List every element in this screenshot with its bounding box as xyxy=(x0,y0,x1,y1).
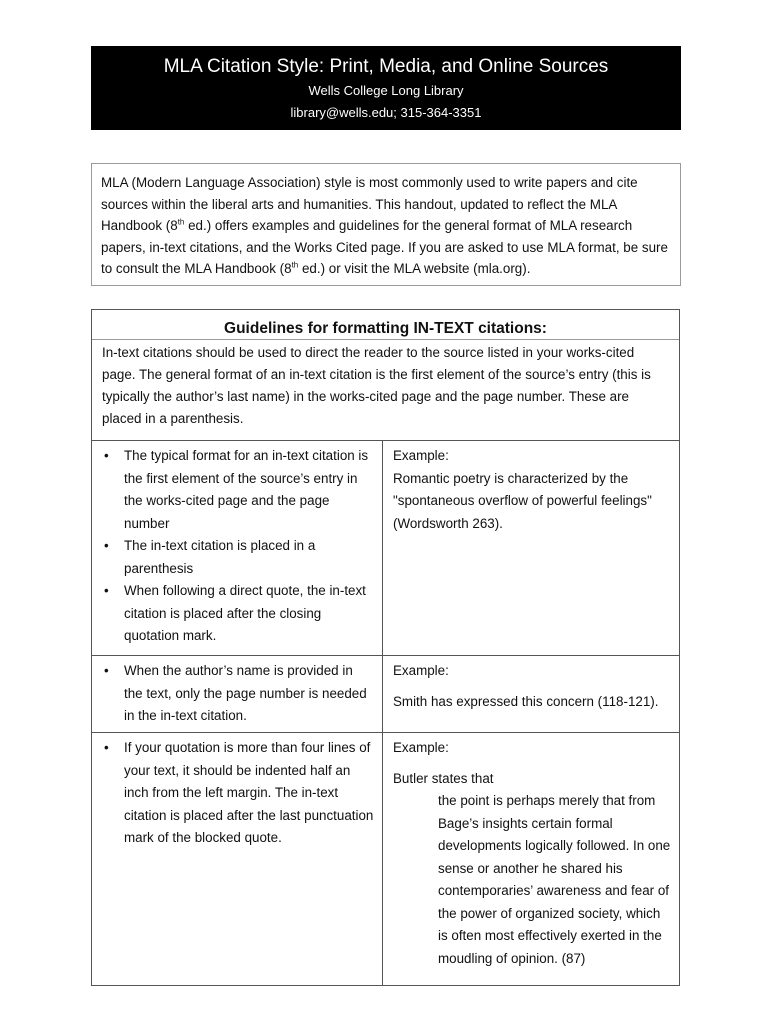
intro-text-1: MLA (Modern Language Association) style is most commonly used to write papers and cite sources within the liberal arts and humanities. This handout, updated to reflect the MLA Handbook (8 xyxy=(101,175,638,234)
example-label: Example: xyxy=(393,448,449,463)
example-label: Example: xyxy=(393,663,449,678)
guideline-row xyxy=(92,656,679,733)
intro-box xyxy=(91,163,681,286)
guideline-row xyxy=(92,733,679,986)
intro-sup-1: th xyxy=(177,217,185,227)
intro-text-3: ed.) or visit the MLA website (mla.org). xyxy=(298,261,531,277)
guideline-bullet: • The in-text citation is placed in a parenthesis xyxy=(102,535,374,580)
guidelines-table xyxy=(91,309,680,986)
guideline-row xyxy=(92,441,679,656)
intro-sup-2: th xyxy=(291,260,299,270)
document-header xyxy=(91,46,681,130)
guideline-bullet: • When the author’s name is provided in the text, only the page number is needed in the in-text citation. xyxy=(102,660,374,728)
example-cell xyxy=(383,733,679,986)
guideline-cell xyxy=(92,656,383,732)
library-contact: library@wells.edu; 315-364-3351 xyxy=(290,105,482,120)
document-title: MLA Citation Style: Print, Media, and Online Sources xyxy=(163,56,609,77)
library-name: Wells College Long Library xyxy=(308,83,464,98)
guideline-cell xyxy=(92,441,383,655)
intro-text-2: ed.) offers examples and guidelines for the general format of MLA research papers, in-text citations, and the Works Cited page. If you are asked to use MLA format, be sure to consult the MLA Handbook (8 xyxy=(101,218,668,277)
guideline-bullet: • When following a direct quote, the in-text citation is placed after the closing quotation mark. xyxy=(102,580,374,648)
example-text: Smith has expressed this concern (118-121). xyxy=(393,693,659,709)
example-label: Example: xyxy=(393,740,449,755)
guideline-cell xyxy=(92,733,383,986)
example-cell xyxy=(383,656,679,732)
example-text: Romantic poetry is characterized by the "spontaneous overflow of powerful feelings" (Wordsworth 263). xyxy=(393,470,652,531)
guidelines-description: In-text citations should be used to direct the reader to the source listed in your works-cited page. The general format of an in-text citation is the first element of the source’s entry (this is typically the author’s last name) in the works-cited page and the page number. These are placed in a parenthesis. xyxy=(92,340,679,441)
guideline-bullet: • If your quotation is more than four lines of your text, it should be indented half an inch from the left margin. The in-text citation is placed after the last punctuation mark of the blocked quote. xyxy=(102,737,374,850)
example-cell xyxy=(383,441,679,655)
guidelines-title: Guidelines for formatting IN-TEXT citations: xyxy=(92,310,679,340)
guideline-bullet: • The typical format for an in-text citation is the first element of the source’s entry in the works-cited page and the page number xyxy=(102,445,374,535)
block-quote: the point is perhaps merely that from Bage’s insights certain formal developments logically followed. In one sense or another he shared his contemporaries’ awareness and fear of the power of organized society, which is often most effectively exerted in the moudling of opinion. (87) xyxy=(438,793,671,966)
example-intro: Butler states that xyxy=(393,770,494,786)
